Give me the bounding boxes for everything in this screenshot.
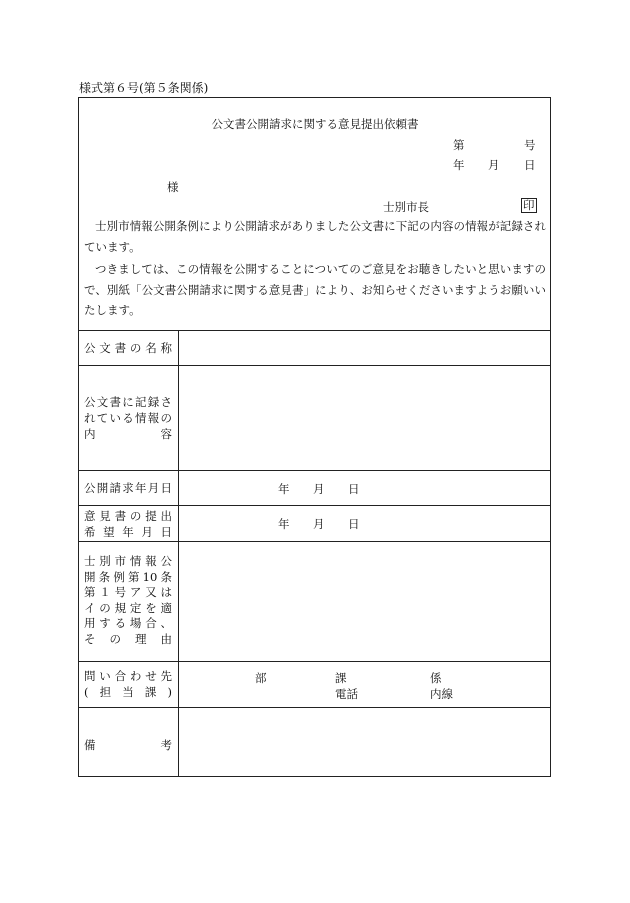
contact-label-line: 問い合わせ先 xyxy=(84,669,172,683)
document-title: 公文書公開請求に関する意見提出依頼書 xyxy=(211,117,419,131)
row-divider xyxy=(78,330,551,331)
body-paragraph-2: つきましては、この情報を公開することについてのご意見をお聴きしたいと思いますので、別紙「公文書公開請求に関する意見書」により、お知らせくださいますようお願いいたします。 xyxy=(84,262,546,317)
body-paragraph-1: 士別市情報公開条例により公開請求がありました公文書に下記の内容の情報が記録されています。 xyxy=(84,219,546,254)
contact-phone: 電話 xyxy=(335,687,358,701)
row-divider xyxy=(78,470,551,471)
remarks-label: 備考 xyxy=(84,738,172,752)
doc-name-label: 公文書の名称 xyxy=(84,341,172,355)
desired-date-year: 年 xyxy=(278,517,290,531)
number-prefix: 第 xyxy=(453,138,465,152)
contact-department: 部 xyxy=(255,671,267,685)
row-divider xyxy=(78,365,551,366)
contact-extension: 内線 xyxy=(430,687,453,701)
date-month: 月 xyxy=(488,158,500,172)
row-divider xyxy=(78,707,551,708)
request-date-label: 公開請求年月日 xyxy=(84,481,172,495)
seal-mark xyxy=(521,198,537,213)
desired-date-label-line: 意見書の提出 xyxy=(84,509,172,523)
desired-date-month: 月 xyxy=(313,517,325,531)
request-date-year: 年 xyxy=(278,482,290,496)
reason-label-line: その理由 xyxy=(84,631,172,646)
request-date-month: 月 xyxy=(313,482,325,496)
desired-date-day: 日 xyxy=(348,517,360,531)
contact-label xyxy=(84,668,172,700)
row-divider xyxy=(78,661,551,662)
reason-label-line: 第１号ア又は xyxy=(84,585,172,600)
request-date-day: 日 xyxy=(348,482,360,496)
desired-date-label xyxy=(84,508,172,540)
form-label: 様式第６号(第５条関係) xyxy=(79,81,209,95)
date-day: 日 xyxy=(524,158,536,172)
recorded-info-label-line: 内容 xyxy=(84,427,172,441)
contact-section: 課 xyxy=(335,671,347,685)
recorded-info-label-line: れている情報の xyxy=(84,411,172,425)
date-year: 年 xyxy=(453,158,465,172)
reason-label-line: 開条例第10条 xyxy=(84,569,172,584)
addressee-suffix: 様 xyxy=(167,180,179,194)
column-divider xyxy=(178,330,179,777)
sender-name: 士別市長 xyxy=(383,200,429,214)
reason-label-line: 士別市情報公 xyxy=(84,554,172,568)
reason-label-line: 用する場合、 xyxy=(84,616,172,631)
row-divider xyxy=(78,541,551,542)
reason-label xyxy=(84,554,172,648)
contact-label-line: (担当課) xyxy=(84,685,172,699)
seal-text: 印 xyxy=(523,198,535,212)
contact-unit: 係 xyxy=(430,671,442,685)
reason-label-line: イの規定を適 xyxy=(84,600,172,615)
desired-date-label-line: 希望年月日 xyxy=(84,525,172,539)
recorded-info-label xyxy=(84,394,172,442)
row-divider xyxy=(78,505,551,506)
recorded-info-label-line: 公文書に記録さ xyxy=(84,395,172,409)
number-suffix: 号 xyxy=(524,138,536,152)
